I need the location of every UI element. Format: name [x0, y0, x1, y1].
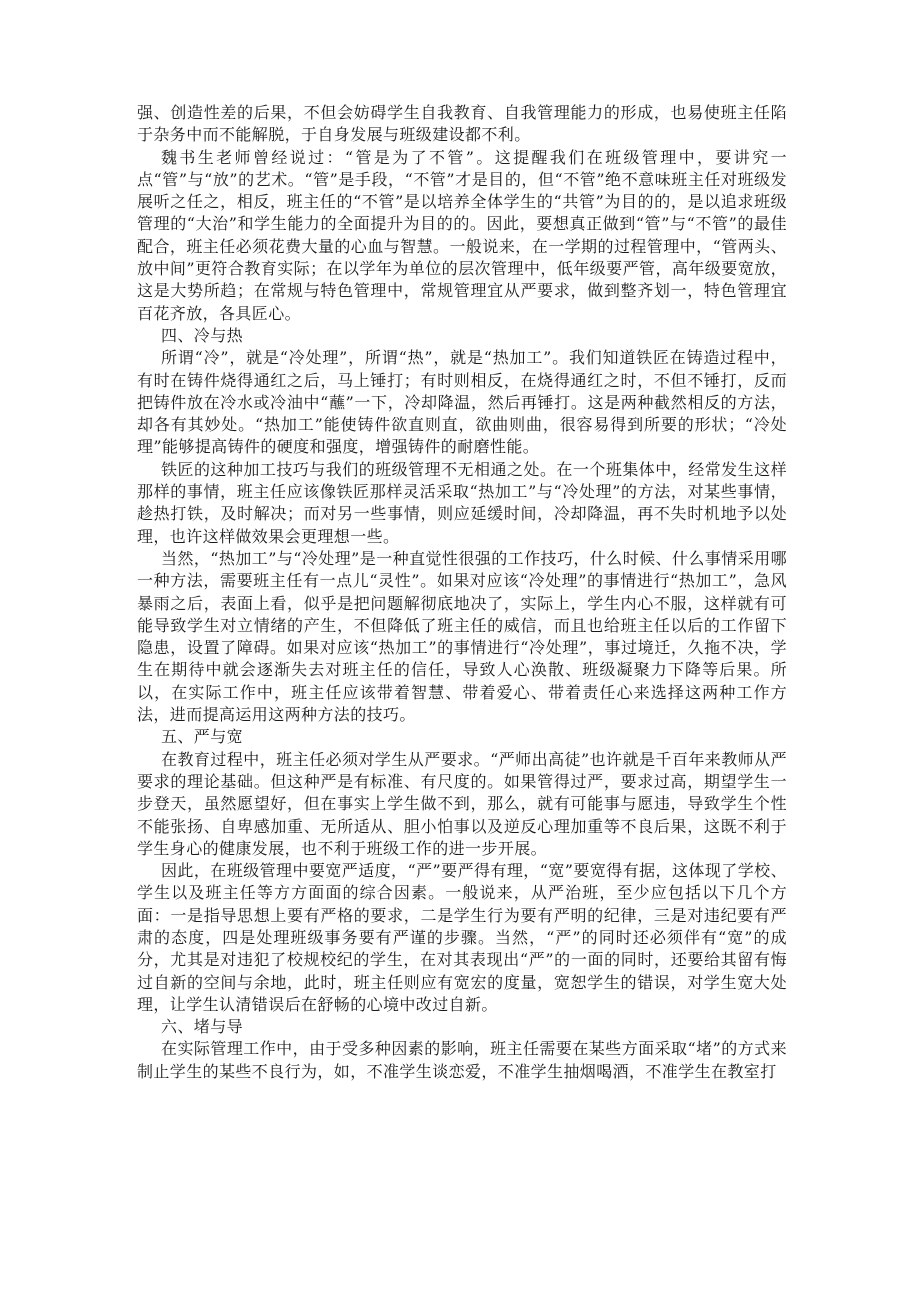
paragraph-5: 当然，“热加工”与“冷处理”是一种直觉性很强的工作技巧，什么时候、什么事情采用哪一种方法，需要班主任有一点儿“灵性”。如果对应该“冷处理”的事情进行“热加工”，急风暴雨之后，表面上看，似乎是把问题解彻底地决了，实际上，学生内心不服，这样就有可能导致学生对立情绪的产生，不但降低了班主任的威信，而且也给班主任以后的工作留下隐患，设置了障碍。如果对应该“热加工”的事情进行“冷处理”，事过境迁，久拖不决，学生在期待中就会逐渐失去对班主任的信任，导致人心涣散、班级凝聚力下降等后果。所以，在实际工作中，班主任应该带着智慧、带着爱心、带着责任心来选择这两种工作方法，进而提高运用这两种方法的技巧。 — [137, 548, 787, 725]
paragraph-6: 在教育过程中，班主任必须对学生从严要求。“严师出高徒”也许就是千百年来教师从严要求的理论基础。但这种严是有标准、有尺度的。如果管得过严，要求过高，期望学生一步登天，虽然愿望好，但在事实上学生做不到，那么，就有可能事与愿违，导致学生个性不能张扬、自卑感加重、无所适从、胆小怕事以及逆反心理加重等不良后果，这既不利于学生身心的健康发展，也不利于班级工作的进一步开展。 — [137, 749, 787, 858]
section-heading-4: 四、冷与热 — [161, 325, 244, 345]
section-heading-5: 五、严与宽 — [161, 727, 244, 747]
paragraph-7: 因此，在班级管理中要宽严适度，“严”要严得有理，“宽”要宽得有据，这体现了学校、学生以及班主任等方方面面的综合因素。一般说来，从严治班，至少应包括以下几个方面：一是指导思想上要有严格的要求，二是学生行为要有严明的纪律，三是对违纪要有严肃的态度，四是处理班级事务要有严谨的步骤。当然，“严”的同时还必须伴有“宽”的成分，尤其是对违犯了校规校纪的学生，在对其表现出“严”的一面的同时，还要给其留有悔过自新的空间与余地，此时，班主任则应有宽宏的度量，宽恕学生的错误，对学生宽大处理，让学生认清错误后在舒畅的心境中改过自新。 — [137, 861, 787, 1014]
paragraph-1: 强、创造性差的后果，不但会妨碍学生自我教育、自我管理能力的形成，也易使班主任陷于杂务中而不能解脱，于自身发展与班级建设都不利。 — [137, 103, 787, 145]
paragraph-4: 铁匠的这种加工技巧与我们的班级管理不无相通之处。在一个班集体中，经常发生这样那样的事情，班主任应该像铁匠那样灵活采取“热加工”与“冷处理”的方法，对某些事情，趁热打铁，及时解决；而对另一些事情，则应延缓时间，冷却降温，再不失时机地予以处理，也许这样做效果会更理想一些。 — [137, 459, 787, 546]
paragraph-3: 所谓“冷”，就是“冷处理”，所谓“热”，就是“热加工”。我们知道铁匠在铸造过程中，有时在铸件烧得通红之后，马上锤打；有时则相反，在烧得通红之时，不但不锤打，反而把铸件放在冷水或冷油中“蘸”一下，冷却降温，然后再锤打。这是两种截然相反的方法，却各有其妙处。“热加工”能使铸件欲直则直，欲曲则曲，很容易得到所要的形状；“冷处理”能够提高铸件的硬度和强度，增强铸件的耐磨性能。 — [137, 348, 787, 457]
paragraph-2: 魏书生老师曾经说过：“管是为了不管”。这提醒我们在班级管理中，要讲究一点“管”与“放”的艺术。“管”是手段，“不管”才是目的，但“不管”绝不意味班主任对班级发展听之任之，相反，班主任的“不管”是以培养全体学生的“共管”为目的的，是以追求班级管理的“大治”和学生能力的全面提升为目的的。因此，要想真正做到“管”与“不管”的最佳配合，班主任必须花费大量的心血与智慧。一般说来，在一学期的过程管理中，“管两头、放中间”更符合教育实际；在以学年为单位的层次管理中，低年级要严管，高年级要宽放，这是大势所趋；在常规与特色管理中，常规管理宜从严要求，做到整齐划一，特色管理宜百花齐放，各具匠心。 — [137, 147, 787, 323]
paragraph-8: 在实际管理工作中，由于受多种因素的影响，班主任需要在某些方面采取“堵”的方式来制止学生的某些不良行为，如，不准学生谈恋爱，不准学生抽烟喝酒，不准学生在教室打 — [137, 1039, 787, 1081]
section-heading-6: 六、堵与导 — [161, 1017, 244, 1037]
document-body — [137, 102, 787, 1083]
